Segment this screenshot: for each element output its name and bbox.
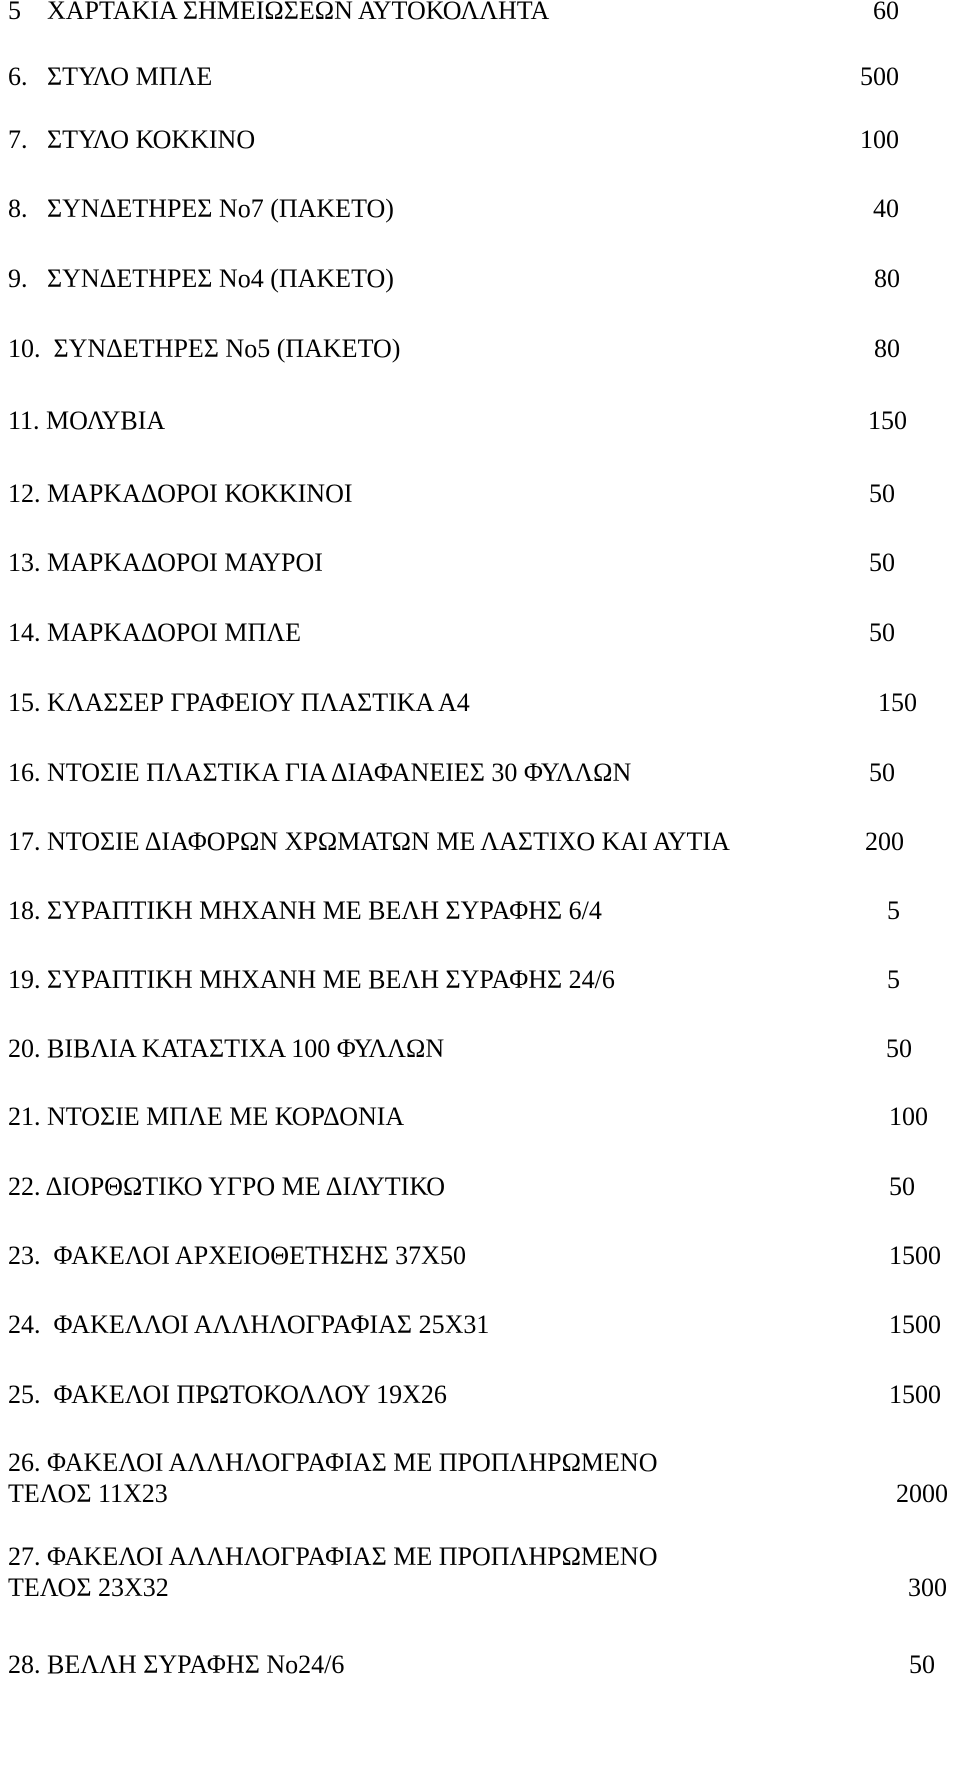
item-description: 22. ΔΙΟΡΘΩΤΙΚΟ ΥΓΡΟ ΜΕ ΔΙΛΥΤΙΚΟ	[8, 1172, 446, 1201]
item-description: 26. ΦΑΚΕΛΟΙ ΑΛΛΗΛΟΓΡΑΦΙΑΣ ΜΕ ΠΡΟΠΛΗΡΩΜΕΝΟ	[8, 1448, 658, 1477]
item-quantity: 300	[908, 1573, 947, 1602]
item-description: 7. ΣΤΥΛΟ ΚΟΚΚΙΝΟ	[8, 125, 256, 154]
item-description: 13. ΜΑΡΚΑΔΟΡΟΙ ΜΑΥΡΟΙ	[8, 548, 323, 577]
item-description: 6. ΣΤΥΛΟ ΜΠΛΕ	[8, 62, 213, 91]
item-description: 16. ΝΤΟΣΙΕ ΠΛΑΣΤΙΚΑ ΓΙΑ ΔΙΑΦΑΝΕΙΕΣ 30 ΦΥΛΛΩΝ	[8, 758, 632, 787]
item-description: 11. ΜΟΛΥΒΙΑ	[8, 406, 166, 435]
list-item	[8, 1448, 948, 1508]
item-quantity: 40	[873, 194, 899, 223]
item-quantity: 200	[865, 827, 904, 856]
item-description: 9. ΣΥΝΔΕΤΗΡΕΣ Νο4 (ΠΑΚΕΤΟ)	[8, 264, 394, 293]
item-description: 24. ΦΑΚΕΛΛΟΙ ΑΛΛΗΛΟΓΡΑΦΙΑΣ 25Χ31	[8, 1310, 490, 1339]
item-quantity: 150	[868, 406, 907, 435]
item-description: 5 ΧΑΡΤΑΚΙΑ ΣΗΜΕΙΩΣΕΩΝ ΑΥΤΟΚΟΛΛΗΤΑ	[8, 0, 550, 25]
item-quantity: 100	[889, 1102, 928, 1131]
item-description: 17. ΝΤΟΣΙΕ ΔΙΑΦΟΡΩΝ ΧΡΩΜΑΤΩΝ ΜΕ ΛΑΣΤΙΧΟ ΚΑΙ ΑΥΤΙΑ	[8, 827, 730, 856]
item-quantity: 100	[860, 125, 899, 154]
item-quantity: 1500	[889, 1380, 941, 1409]
item-quantity: 50	[869, 758, 895, 787]
item-description: 27. ΦΑΚΕΛΟΙ ΑΛΛΗΛΟΓΡΑΦΙΑΣ ΜΕ ΠΡΟΠΛΗΡΩΜΕΝΟ	[8, 1542, 658, 1571]
item-quantity: 50	[869, 479, 895, 508]
item-quantity: 500	[860, 62, 899, 91]
item-quantity: 1500	[889, 1310, 941, 1339]
item-quantity: 50	[869, 548, 895, 577]
list-item	[8, 1650, 935, 1770]
item-quantity: 50	[886, 1034, 912, 1063]
item-description: 23. ΦΑΚΕΛΟΙ ΑΡΧΕΙΟΘΕΤΗΣΗΣ 37Χ50	[8, 1241, 466, 1270]
item-quantity: 60	[873, 0, 899, 25]
item-description: 10. ΣΥΝΔΕΤΗΡΕΣ Νο5 (ΠΑΚΕΤΟ)	[8, 334, 401, 363]
item-description: 20. ΒΙΒΛΙΑ ΚΑΤΑΣΤΙΧΑ 100 ΦΥΛΛΩΝ	[8, 1034, 445, 1063]
item-description: 25. ΦΑΚΕΛΟΙ ΠΡΩΤΟΚΟΛΛΟΥ 19Χ26	[8, 1380, 447, 1409]
item-description: 8. ΣΥΝΔΕΤΗΡΕΣ Νο7 (ΠΑΚΕΤΟ)	[8, 194, 394, 223]
item-description: 12. ΜΑΡΚΑΔΟΡΟΙ ΚΟΚΚΙΝΟΙ	[8, 479, 353, 508]
item-description: 18. ΣΥΡΑΠΤΙΚΗ ΜΗΧΑΝΗ ΜΕ ΒΕΛΗ ΣΥΡΑΦΗΣ 6/4	[8, 896, 602, 925]
item-quantity: 80	[874, 334, 900, 363]
item-quantity: 50	[909, 1650, 935, 1679]
item-quantity: 1500	[889, 1241, 941, 1270]
item-quantity: 150	[878, 688, 917, 717]
item-quantity: 50	[889, 1172, 915, 1201]
item-description: 19. ΣΥΡΑΠΤΙΚΗ ΜΗΧΑΝΗ ΜΕ ΒΕΛΗ ΣΥΡΑΦΗΣ 24/6	[8, 965, 615, 994]
list-item	[8, 1542, 947, 1602]
item-quantity: 5	[887, 896, 900, 925]
item-description-continued: ΤΕΛΟΣ 11Χ23	[8, 1479, 168, 1508]
item-description-continued: ΤΕΛΟΣ 23Χ32	[8, 1573, 169, 1602]
item-quantity: 50	[869, 618, 895, 647]
item-description: 14. ΜΑΡΚΑΔΟΡΟΙ ΜΠΛΕ	[8, 618, 301, 647]
item-description: 28. ΒΕΛΛΗ ΣΥΡΑΦΗΣ Νο24/6	[8, 1650, 345, 1679]
item-description: 21. ΝΤΟΣΙΕ ΜΠΛΕ ΜΕ ΚΟΡΔΟΝΙΑ	[8, 1102, 405, 1131]
item-quantity: 80	[874, 264, 900, 293]
item-description: 15. ΚΛΑΣΣΕΡ ΓΡΑΦΕΙΟΥ ΠΛΑΣΤΙΚΑ Α4	[8, 688, 470, 717]
item-quantity: 5	[887, 965, 900, 994]
item-quantity: 2000	[896, 1479, 948, 1508]
